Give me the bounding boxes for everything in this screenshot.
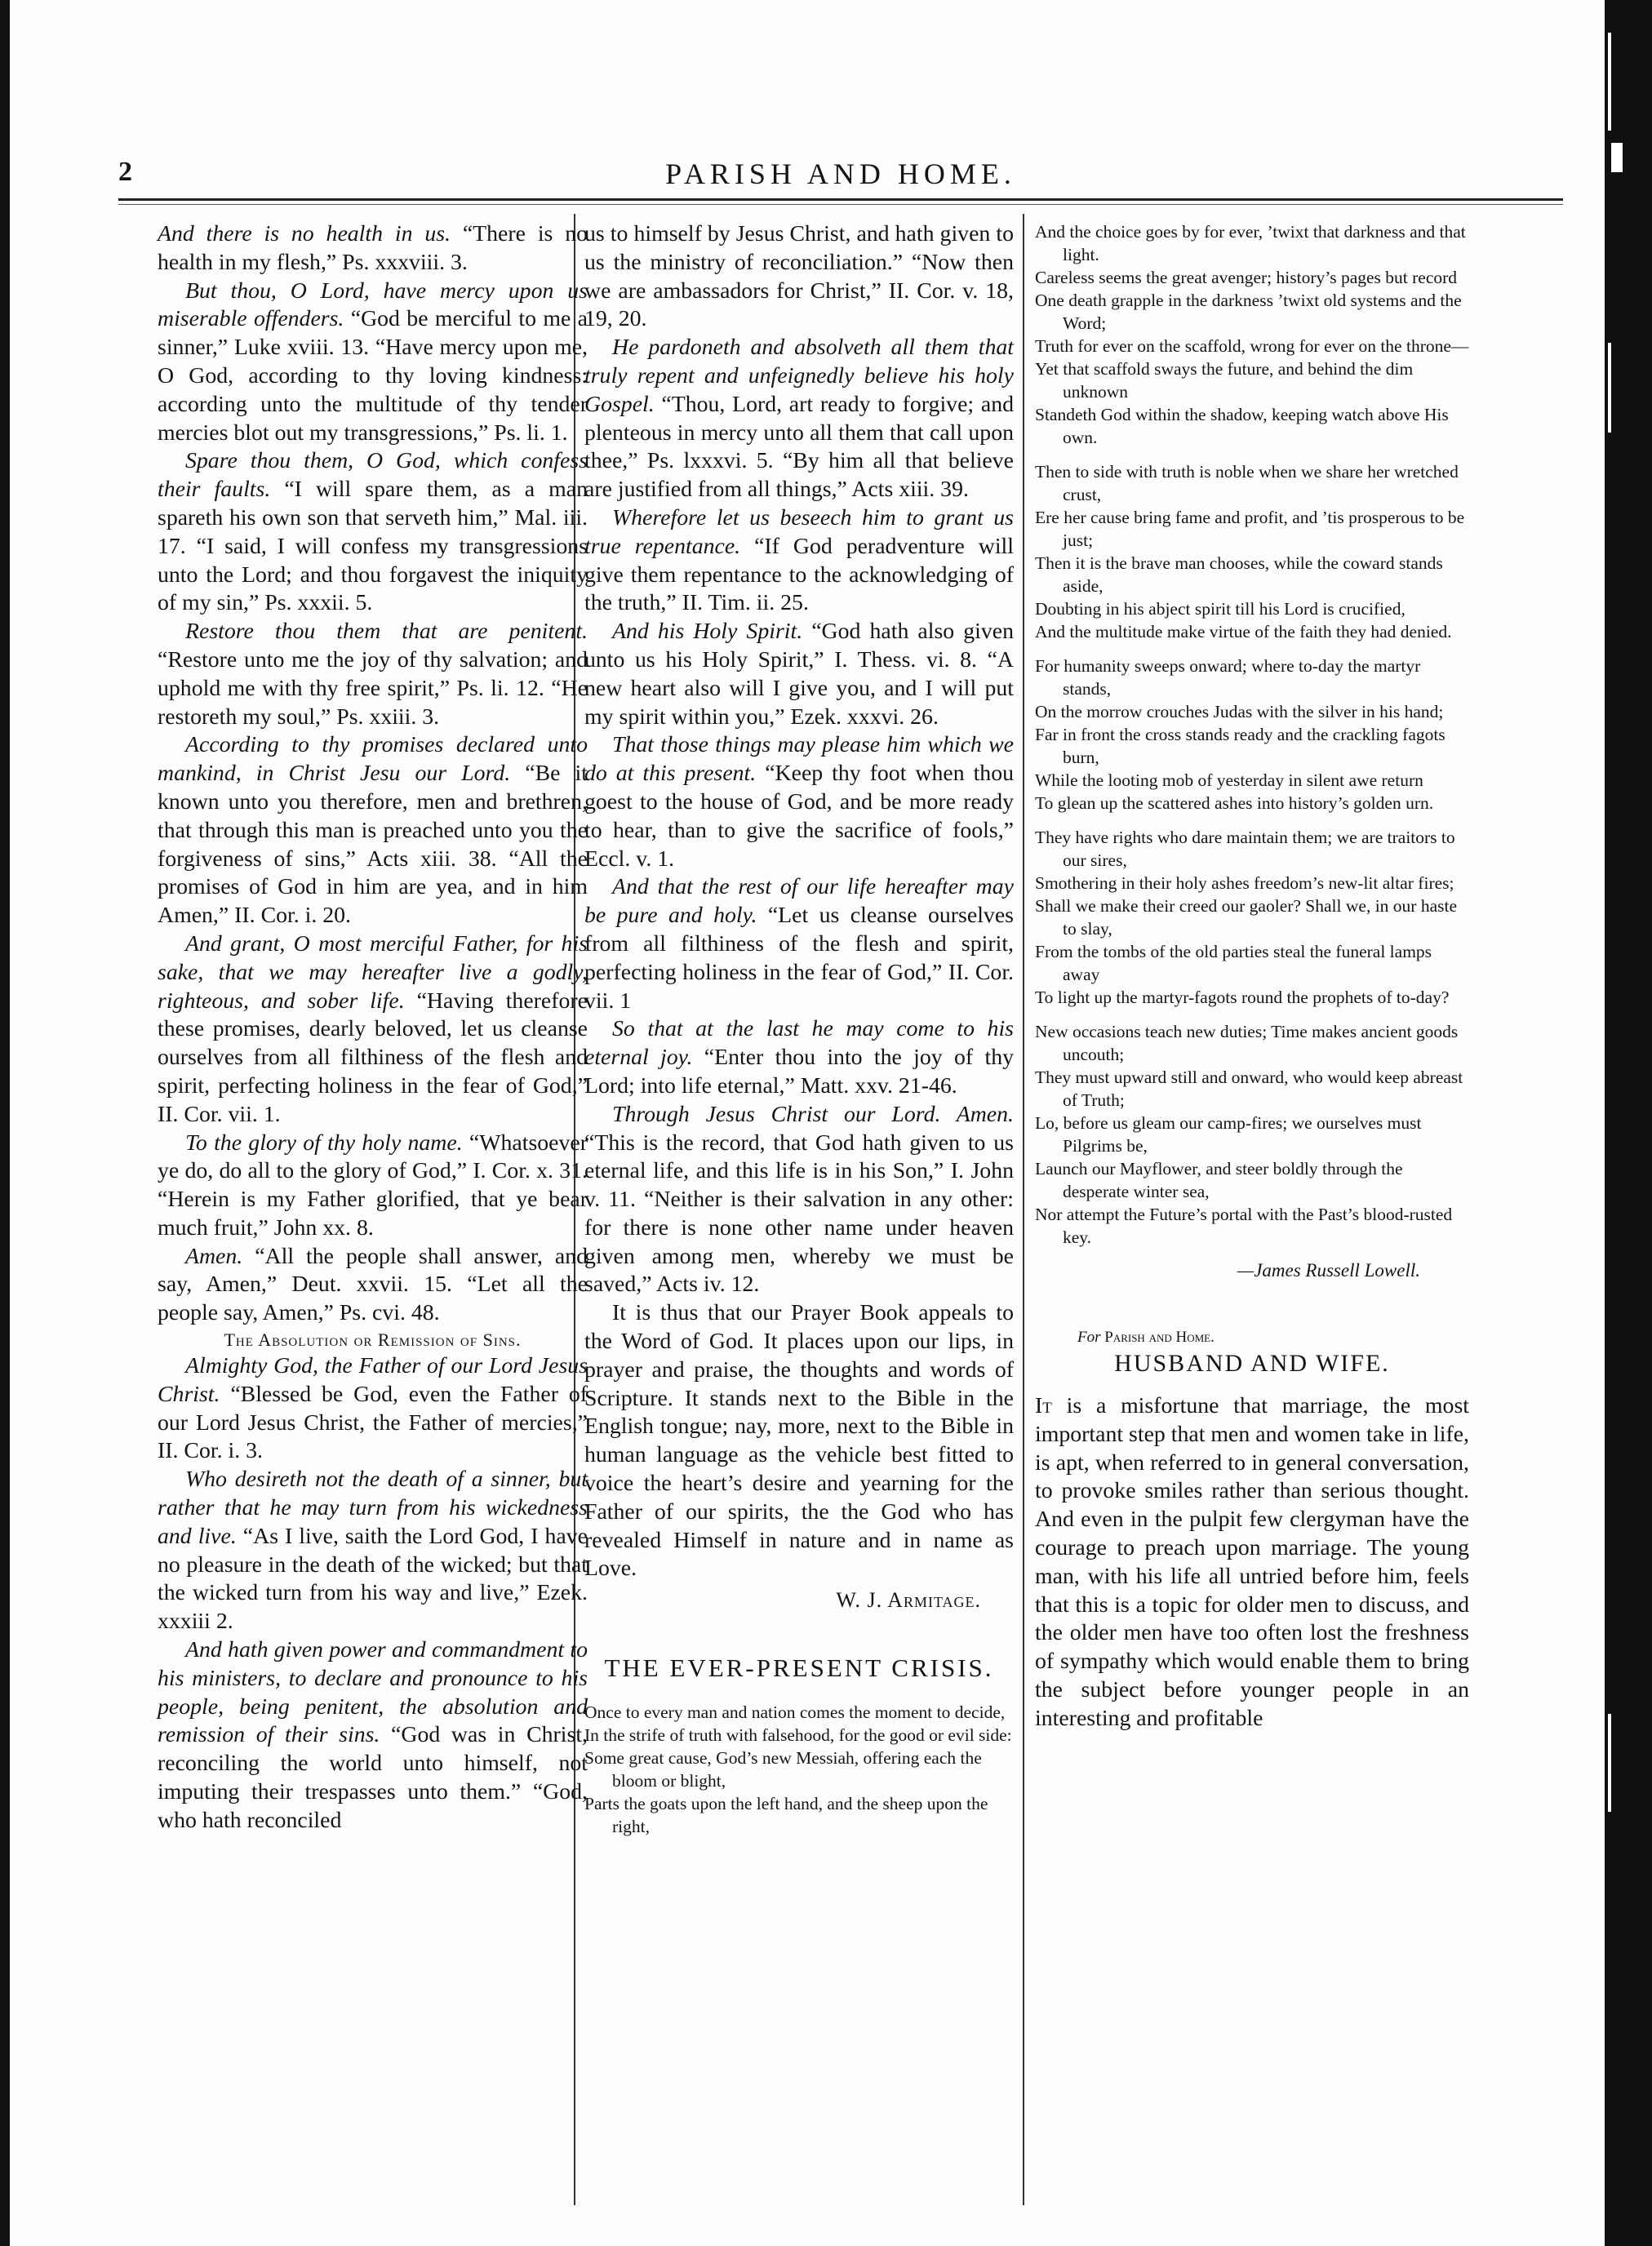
prayer-phrase: And his Holy Spirit. [612, 619, 803, 645]
scripture-text: “Whatsoever ye do, do all to the glory of God,” I. Cor. x. 31. “Herein is my Father glorified, that ye bear much fruit,” John xx. 8. [158, 1130, 588, 1241]
paragraph [158, 447, 588, 618]
header-rule [118, 198, 1563, 201]
page-edge-right [1605, 0, 1652, 2246]
poem-line: Ere her cause bring fame and profit, and ’tis prosperous to be just; [1035, 508, 1465, 550]
scripture-text: “Enter thou into the joy of thy Lord; into life eternal,” Matt. xxv. 21-46. [584, 1045, 1014, 1099]
scripture-text: “As I live, saith the Lord God, I have no pleasure in the death of the wicked; but that the wicked turn from his way and live,” Ezek. xxxiii 2. [158, 1523, 588, 1635]
poem-line: From the tombs of the old parties steal the funeral lamps away [1035, 942, 1432, 984]
prayer-phrase: Almighty God, the Father of our Lord Jesus Christ. [158, 1353, 588, 1407]
column-2-paragraphs [584, 220, 1014, 1583]
poem-line: Doubting in his abject spirit till his Lord is crucified, [1035, 599, 1406, 619]
poem-line: Careless seems the great avenger; history’s pages but record [1035, 268, 1458, 287]
poem-stanza [1035, 1020, 1469, 1249]
column-3 [1035, 220, 1469, 1733]
header-rule-thin [118, 204, 1563, 205]
scripture-text: “Be it known unto you therefore, men and brethren, that through this man is preached unto you the forgiveness of sins,” Acts xiii. 38. “All the promises of God in him are yea, and in him Amen,” II. Cor. i. 20. [158, 761, 588, 929]
poem-line: Yet that scaffold sways the future, and behind the dim unknown [1035, 359, 1414, 402]
poem-line: They have rights who dare maintain them; we are traitors to our sires, [1035, 828, 1455, 870]
scripture-text: “All the people shall answer, and say, Amen,” Deut. xxvii. 15. “Let all the people say, Amen,” Ps. cvi. 48. [158, 1243, 588, 1326]
paragraph [584, 618, 1014, 731]
scripture-text: “Having therefore these promises, dearly beloved, let us cleanse ourselves from all filthiness of the flesh and spirit, perfecting holiness in the fear of God,” II. Cor. vii. 1. [158, 988, 588, 1127]
scripture-text: “God was in Christ, reconciling the world unto himself, not imputing their trespasses unto them.” “God, who hath reconciled [158, 1722, 588, 1833]
poem-line: Far in front the cross stands ready and the crackling fagots burn, [1035, 725, 1446, 767]
prayer-phrase: So that at the last he may come to his eternal joy. [584, 1016, 1014, 1071]
prayer-phrase: Who desireth not the death of a sinner, but rather that he may turn from his wickedness and live. [158, 1467, 588, 1549]
poem-line: Truth for ever on the scaffold, wrong for ever on the throne— [1035, 336, 1469, 356]
article-source: Parish and Home. [1104, 1329, 1215, 1346]
scripture-text: “There is no health in my flesh,” Ps. xxxviii. 3. [158, 221, 588, 275]
prayer-phrase: And hath given power and commandment to his ministers, to declare and pronounce to his people, being penitent, the absolution and remission of their sins. [158, 1637, 588, 1748]
scripture-text: “This is the record, that God hath given to us eternal life, and this life is in his Son,” I. John v. 11. “Neither is their salvation in any other: for there is none other name under heaven given among men, whereby we must be saved,” Acts iv. 12. [584, 1130, 1014, 1298]
paragraph [158, 1243, 588, 1328]
poem-continued [1035, 220, 1469, 1249]
poem-line: Standeth God within the shadow, keeping watch above His own. [1035, 405, 1449, 447]
article-title: HUSBAND AND WIFE. [1114, 1350, 1390, 1377]
scripture-text: “I will spare them, as a man spareth his own son that serveth him,” Mal. iii. 17. “I said, I will confess my transgressions unto the Lord; and thou forgavest the iniquity of my sin,” Ps. xxxii. 5. [158, 477, 588, 616]
scripture-text: “Let us cleanse ourselves from all filthiness of the flesh and spirit, perfecting holiness in the fear of God,” II. Cor. vii. 1 [584, 903, 1014, 1014]
poem-line: While the looting mob of yesterday in silent awe return [1035, 770, 1423, 790]
poem-title: THE EVER-PRESENT CRISIS. [604, 1653, 994, 1683]
poem-line: And the choice goes by for ever, ’twixt that darkness and that light. [1035, 222, 1466, 264]
paragraph [158, 1466, 588, 1636]
paragraph [158, 220, 588, 277]
poem-line: Shall we make their creed our gaoler? Shall we, in our haste to slay, [1035, 896, 1458, 939]
poem-line: Then to side with truth is noble when we share her wretched crust, [1035, 462, 1459, 504]
prayer-phrase: And grant, O most merciful Father, for his sake, that we may hereafter live a godly, righteous, and sober life. [158, 930, 588, 1014]
paragraph [158, 1352, 588, 1466]
scripture-text: It is thus that our Prayer Book appeals to the Word of God. It places upon our lips, in prayer and praise, the thoughts and words of Scripture. It stands next to the Bible in the English tongue; nay, more, next to the Bible in human language as the vehicle best fitted to voice the heart’s desire and yearning for the Father of our spirits, the the God who has revealed Himself in nature and in name as Love. [584, 1300, 1014, 1582]
section-subheading: The Absolution or Remission of Sins. [224, 1329, 522, 1351]
paragraph [584, 1101, 1014, 1300]
paragraph [584, 504, 1014, 618]
poem-line: Nor attempt the Future’s portal with the Past’s blood-rusted key. [1035, 1205, 1453, 1247]
paragraph [158, 1636, 588, 1835]
scripture-text: “Restore unto me the joy of thy salvation; and uphold me with thy free spirit,” Ps. li. 12. “He restoreth my soul,” Ps. xxiii. 3. [158, 646, 588, 730]
prayer-phrase: Restore thou them that are penitent. [185, 619, 588, 645]
scripture-text: “If God peradventure will give them repentance to the acknowledging of the truth,” II. Tim. ii. 25. [584, 533, 1014, 616]
prayer-phrase: That those things may please him which we do at this present. [584, 732, 1014, 787]
paragraph [584, 1015, 1014, 1100]
poem-line: For humanity sweeps onward; where to-day the martyr stands, [1035, 656, 1421, 699]
scripture-text: “Thou, Lord, art ready to forgive; and plenteous in mercy unto all them that call upon thee,” Ps. lxxxvi. 5. “By him all that believe are justified from all things,” Acts xiii. 39. [584, 391, 1014, 503]
poem-stanza [1035, 826, 1469, 1009]
paragraph [158, 1130, 588, 1243]
prayer-phrase: Wherefore let us beseech him to grant us true repentance. [584, 504, 1014, 559]
signature: W. J. Armitage. [836, 1588, 981, 1613]
paragraph [158, 277, 588, 448]
column-divider [1023, 214, 1024, 2205]
poem-stanza [1035, 655, 1469, 815]
column-1 [158, 220, 588, 1835]
prayer-phrase: And that the rest of our life hereafter may be pure and holy. [584, 874, 1014, 929]
paragraph [584, 220, 1014, 334]
running-title: PARISH AND HOME. [665, 158, 1016, 190]
paragraph [584, 1299, 1014, 1583]
poem-stanza [1035, 460, 1469, 643]
poem-line: Smothering in their holy ashes freedom’s new-lit altar fires; [1035, 873, 1454, 893]
prayer-phrase: Spare thou them, O God, which confess their faults. [158, 448, 588, 503]
prayer-phrase: According to thy promises declared unto mankind, in Christ Jesu our Lord. [158, 732, 588, 787]
prayer-phrase: To the glory of thy holy name. [185, 1130, 463, 1156]
scripture-text: “God be merciful to me a sinner,” Luke xviii. 13. “Have mercy upon me, O God, according to thy loving kindness: according unto the multitude of thy tender mercies blot out my transgressions,” Ps. li. 1. [158, 306, 588, 446]
scripture-text: “Keep thy foot when thou goest to the house of God, and be more ready to hear, than to give the sacrifice of fools,” Eccl. v. 1. [584, 761, 1014, 872]
paragraph [158, 930, 588, 1130]
paragraph [584, 873, 1014, 1015]
poem-attribution: —James Russell Lowell. [1237, 1260, 1420, 1281]
paragraph [584, 334, 1014, 504]
poem-line: To glean up the scattered ashes into history’s golden urn. [1035, 793, 1434, 813]
prayer-phrase: And there is no health in us. [158, 221, 451, 246]
poem-line: One death grapple in the darkness ’twixt old systems and the Word; [1035, 291, 1462, 333]
page-number: 2 [118, 157, 132, 187]
prayer-phrase: Through Jesus Christ our Lord. Amen. [612, 1101, 1014, 1127]
poem-line: Lo, before us gleam our camp-fires; we ourselves must Pilgrims be, [1035, 1113, 1422, 1156]
poem-line: On the morrow crouches Judas with the silver in his hand; [1035, 702, 1444, 721]
paragraph [158, 731, 588, 930]
scripture-text: us to himself by Jesus Christ, and hath given to us the ministry of reconciliation.” “Now then we are ambassadors for Christ,” II. Cor. v. 18, 19, 20. [584, 221, 1014, 332]
poem-line: Launch our Mayflower, and steer boldly through the desperate winter sea, [1035, 1159, 1403, 1201]
poem-line: Parts the goats upon the left hand, and the sheep upon the right, [584, 1794, 988, 1837]
paragraph [158, 618, 588, 731]
article-source-line [1077, 1329, 1469, 1347]
prayer-phrase: He pardoneth and absolveth all them that truly repent and unfeignedly believe his holy Gospel. [584, 335, 1014, 417]
scripture-text: “Blessed be God, even the Father of our Lord Jesus Christ, the Father of mercies,” II. Cor. i. 3. [158, 1381, 588, 1464]
article-for-prefix: For [1077, 1329, 1101, 1346]
poem-line: Once to every man and nation comes the moment to decide, [584, 1702, 1006, 1723]
poem-line: To light up the martyr-fagots round the prophets of to-day? [1035, 988, 1450, 1007]
poem-line: Some great cause, God’s new Messiah, offering each the bloom or blight, [584, 1748, 982, 1791]
poem-line: In the strife of truth with falsehood, for the good or evil side: [584, 1725, 1012, 1746]
article-paragraph [1035, 1392, 1469, 1733]
poem-line: And the multitude make virtue of the faith they had denied. [1035, 622, 1452, 641]
poem-line: They must upward still and onward, who would keep abreast of Truth; [1035, 1068, 1463, 1110]
scripture-text: “God hath also given unto us his Holy Spirit,” I. Thess. vi. 8. “A new heart also will I give you, and I will put my spirit within you,” Ezek. xxxvi. 26. [584, 619, 1014, 730]
poem-stanza [584, 1701, 1014, 1838]
article-dropcap: It [1035, 1393, 1052, 1418]
column-2 [584, 220, 1014, 1849]
page-header [118, 157, 1563, 189]
page-edge-left [0, 0, 10, 2246]
poem-line: Then it is the brave man chooses, while the coward stands aside, [1035, 553, 1443, 596]
article-text: is a misfortune that marriage, the most important step that men and women take in life, is apt, when referred to in general conversation, to provoke smiles rather than serious thought. And even in the pulpit few clergyman have the courage to preach upon marriage. The young man, with his life all untried before him, feels that this is a topic for older men to discuss, and the older men have too often lost the freshness of sympathy which would enable them to bring the subject before younger people in an interesting and profitable [1035, 1393, 1469, 1731]
prayer-phrase: But thou, O Lord, have mercy upon us miserable offenders. [158, 277, 588, 332]
paragraph [584, 731, 1014, 873]
poem-stanza [1035, 220, 1469, 449]
prayer-phrase: Amen. [185, 1243, 243, 1269]
poem-line: New occasions teach new duties; Time makes ancient goods uncouth; [1035, 1022, 1459, 1064]
